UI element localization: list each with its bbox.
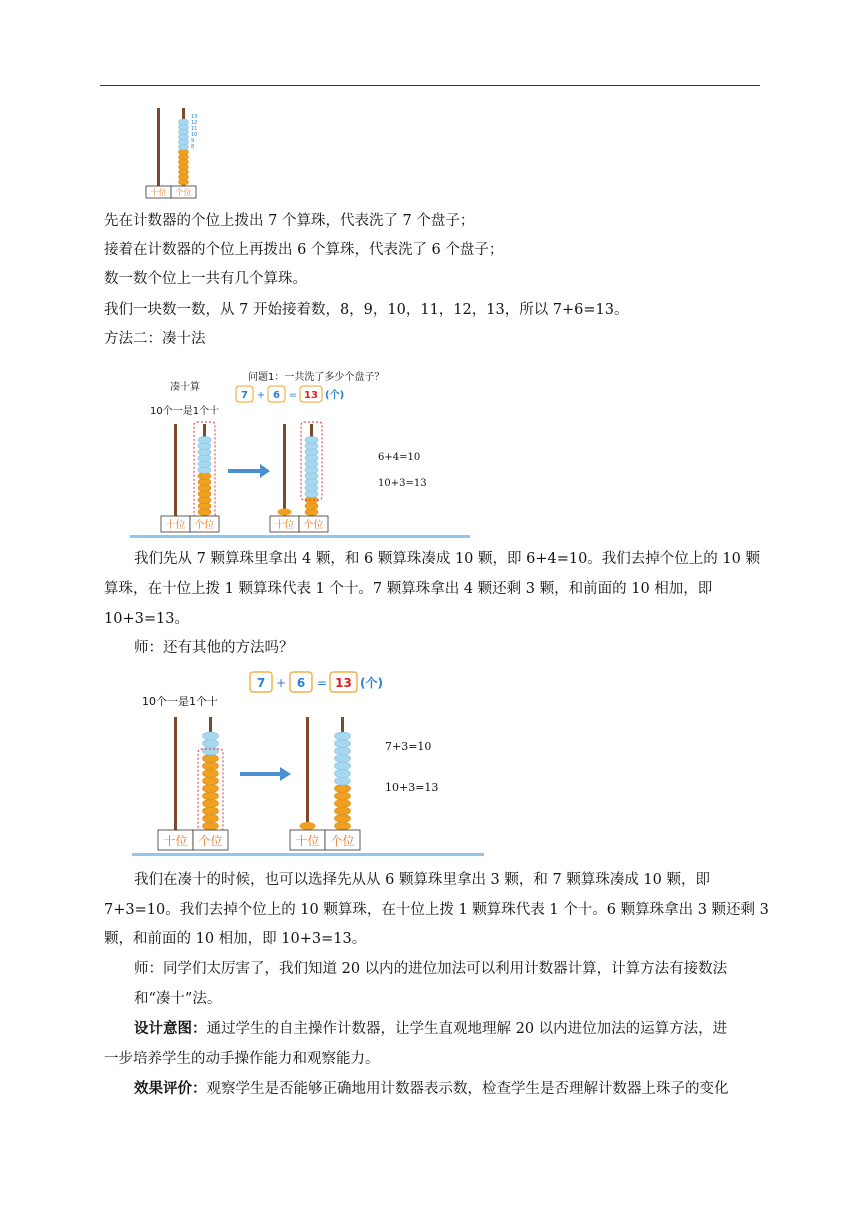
right-tens-bead <box>278 509 292 516</box>
rule-text: 10个一是1个十 <box>142 695 218 708</box>
bead <box>335 770 351 778</box>
bead <box>203 755 219 763</box>
svg-text:10: 10 <box>191 132 198 138</box>
eq-unit: (个) <box>360 676 383 690</box>
left-tens-label: 十位 <box>165 520 186 531</box>
step2-text: 10+3=13 <box>385 781 439 794</box>
tens-label: 十位 <box>150 188 167 197</box>
step-2: 接着在计数器的个位上再拨出 6 个算珠，代表洗了 6 个盘子； <box>104 242 504 258</box>
eq-b: 6 <box>296 676 306 690</box>
bead <box>335 740 351 748</box>
svg-text:12: 12 <box>191 120 198 126</box>
svg-text:11: 11 <box>191 126 198 132</box>
floor-line <box>130 535 470 538</box>
design-intent-line2: 一步培养学生的动手操作能力和观察能力。 <box>104 1051 380 1067</box>
right-tens-rod <box>306 717 309 830</box>
question-text: 问题1：一共洗了多少个盘子？ <box>248 372 385 383</box>
teacher-summary-line1: 师：同学们太厉害了，我们知道 20 以内的进位加法可以利用计数器计算，计算方法有接数法 <box>134 961 728 977</box>
eq-a: 7 <box>256 676 266 690</box>
figure-title: 凑十算 <box>170 382 200 393</box>
svg-text:13: 13 <box>191 114 198 120</box>
tens-rod <box>157 108 160 186</box>
design-intent-text: 通过学生的自主操作计数器，让学生直观地理解 20 以内进位加法的运算方法，进 <box>206 1021 728 1037</box>
method3-line3: 颗，和前面的 10 相加，即 10+3=13。 <box>104 931 367 947</box>
bead <box>203 770 219 778</box>
eq-equals: = <box>288 390 298 401</box>
floor-line <box>132 853 484 856</box>
rule-text: 10个一是1个十 <box>150 406 220 417</box>
bead <box>335 777 351 785</box>
design-intent-label: 设计意图： <box>134 1020 207 1037</box>
left-ones-label: 个位 <box>198 834 223 848</box>
bead <box>335 762 351 770</box>
evaluation-label: 效果评价： <box>134 1080 207 1097</box>
bead <box>203 792 219 800</box>
left-tens-rod <box>174 424 177 516</box>
bead <box>203 785 219 793</box>
bead <box>203 807 219 815</box>
eq-result: 13 <box>304 390 318 401</box>
design-intent-line1 <box>134 1020 727 1038</box>
bead <box>203 732 219 740</box>
right-ones-label: 个位 <box>330 834 355 848</box>
bead <box>335 747 351 755</box>
bead <box>335 807 351 815</box>
left-tens-label: 十位 <box>163 834 188 848</box>
bead <box>203 740 219 748</box>
eq-op: + <box>275 676 287 690</box>
bead <box>203 822 219 830</box>
ones-label: 个位 <box>175 188 192 197</box>
bead <box>335 732 351 740</box>
bead <box>203 800 219 808</box>
arrow-icon <box>240 767 291 781</box>
eq-equals: = <box>316 676 328 690</box>
eq-unit: (个) <box>325 390 345 401</box>
evaluation-line1 <box>134 1080 729 1098</box>
method-two-heading: 方法二：凑十法 <box>104 331 206 347</box>
method2-line2: 算珠，在十位上拨 1 颗算珠代表 1 个十。7 颗算珠拿出 4 颗还剩 3 颗，和前面的 10 相加，即 <box>104 581 713 597</box>
bead <box>335 815 351 823</box>
bead <box>198 437 211 444</box>
method3-line1: 我们在凑十的时候，也可以选择先从从 6 颗算珠里拿出 3 颗，和 7 颗算珠凑成 10 颗，即 <box>134 872 710 888</box>
bead <box>203 747 219 755</box>
eq-b: 6 <box>273 390 280 401</box>
svg-text:8: 8 <box>191 144 195 150</box>
teacher-question: 师：还有其他的方法吗？ <box>134 640 294 656</box>
bead <box>305 437 318 444</box>
figure-make-ten-2 <box>130 665 490 860</box>
header-rule <box>100 85 760 86</box>
right-tens-label: 十位 <box>274 520 295 531</box>
step1-text: 7+3=10 <box>385 740 432 753</box>
step-1: 先在计数器的个位上拨出 7 个算珠，代表洗了 7 个盘子； <box>104 213 475 229</box>
eq-a: 7 <box>241 390 248 401</box>
bead <box>179 119 189 125</box>
bead <box>335 755 351 763</box>
step-4: 我们一块数一数，从 7 开始接着数，8，9，10，11，12，13，所以 7+6=13。 <box>104 302 629 318</box>
method2-line1: 我们先从 7 颗算珠里拿出 4 颗，和 6 颗算珠凑成 10 颗，即 6+4=10。我们去掉个位上的 10 颗 <box>134 551 760 567</box>
side-numbers <box>191 114 197 150</box>
method2-line3: 10+3=13。 <box>104 611 189 627</box>
eq-op: + <box>256 390 266 401</box>
figure-make-ten-1 <box>130 362 470 542</box>
bead <box>203 815 219 823</box>
bead <box>335 792 351 800</box>
arrow-icon <box>228 464 270 478</box>
right-ones-label: 个位 <box>303 520 324 531</box>
bead <box>335 800 351 808</box>
bead <box>203 777 219 785</box>
bead <box>335 785 351 793</box>
right-tens-rod <box>283 424 286 516</box>
left-tens-rod <box>174 717 177 830</box>
left-ones-label: 个位 <box>194 520 215 531</box>
teacher-summary-line2: 和“凑十”法。 <box>134 991 222 1007</box>
method3-line2: 7+3=10。我们去掉个位上的 10 颗算珠，在十位上拨 1 颗算珠代表 1 个十。6 颗算珠拿出 3 颗还剩 3 <box>104 902 769 918</box>
figure-counter-small <box>140 100 210 200</box>
step1-text: 6+4=10 <box>378 452 421 463</box>
evaluation-text: 观察学生是否能够正确地用计数器表示数，检查学生是否理解计数器上珠子的变化 <box>206 1081 729 1097</box>
step2-text: 10+3=13 <box>378 478 427 489</box>
eq-result: 13 <box>335 676 352 690</box>
bead <box>203 762 219 770</box>
step-3: 数一数个位上一共有几个算珠。 <box>104 271 307 287</box>
svg-text:9: 9 <box>191 138 195 144</box>
right-tens-label: 十位 <box>295 834 320 848</box>
bead <box>335 822 351 830</box>
right-tens-bead <box>300 822 316 830</box>
